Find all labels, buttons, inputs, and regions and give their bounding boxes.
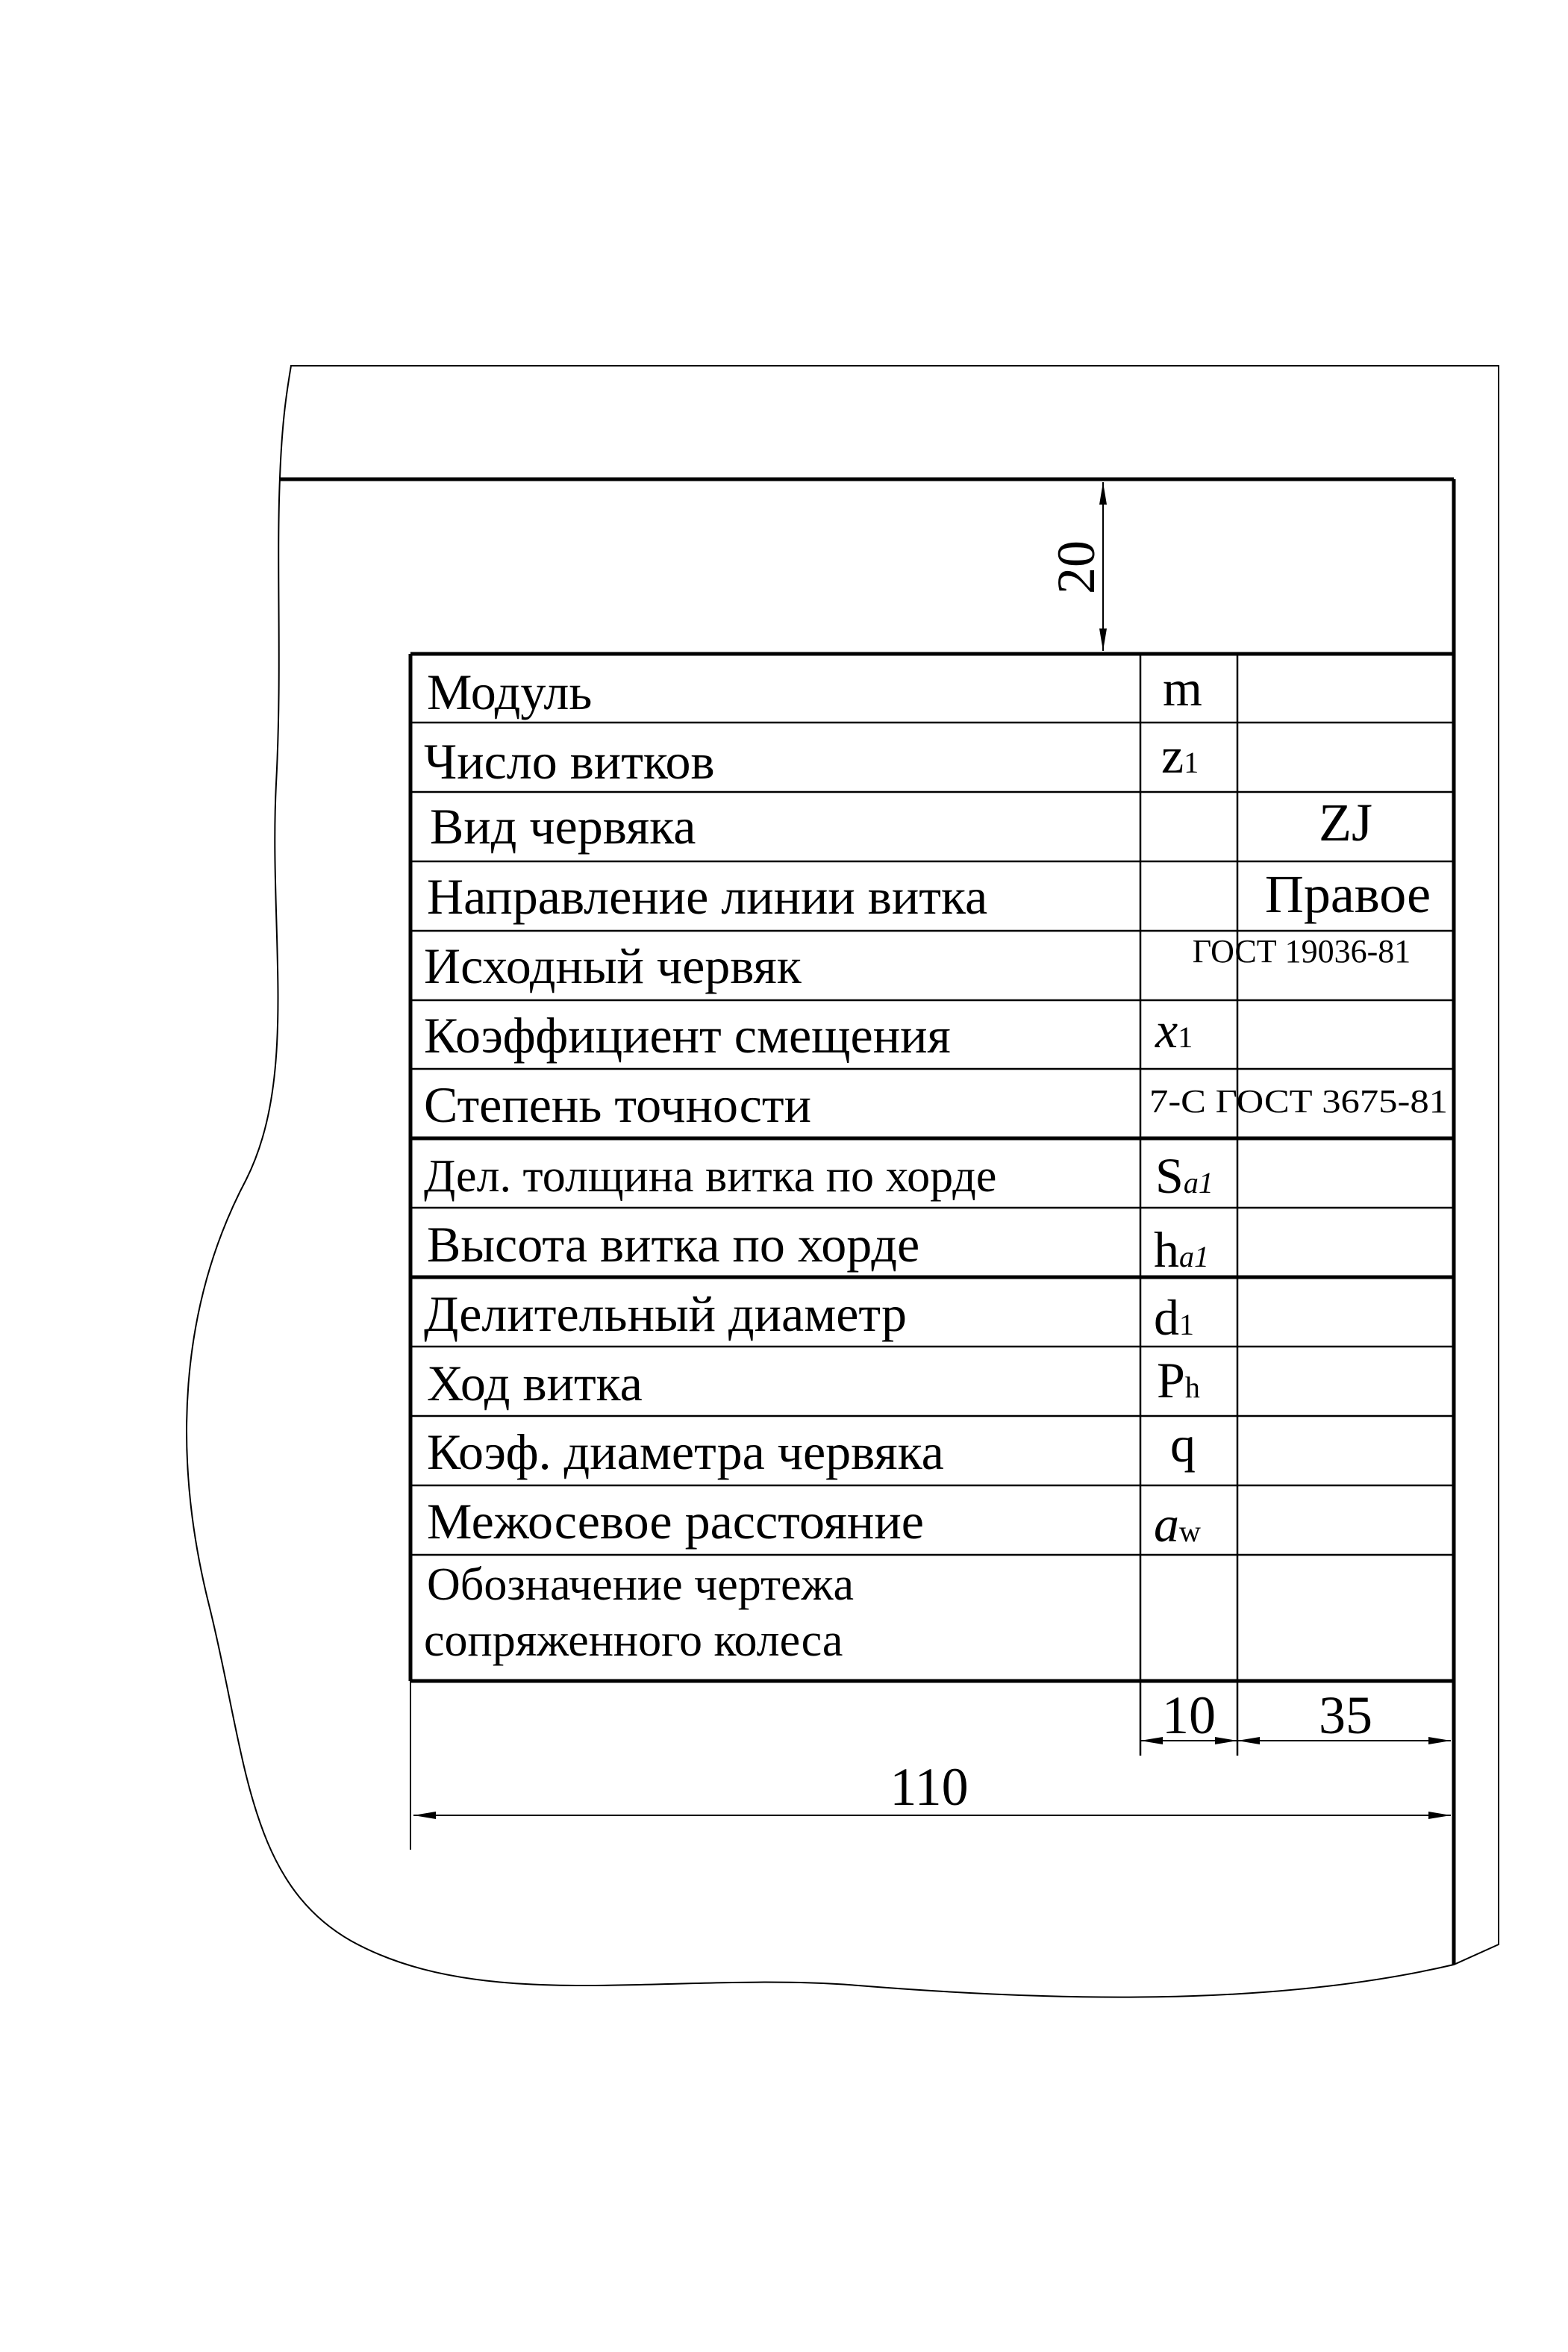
value-basic-worm-standard: ГОСТ 19036-81 (1192, 933, 1411, 970)
label-worm-type: Вид червяка (430, 798, 696, 855)
label-mating-gear-drawing-line1: Обозначение чертежа (427, 1559, 854, 1610)
symbol-ph: Ph (1157, 1352, 1200, 1409)
label-accuracy-grade: Степень точности (424, 1076, 811, 1133)
label-mating-gear-drawing-line2: сопряженного колеса (424, 1615, 843, 1666)
dimension-symbol-col-value: 10 (1162, 1685, 1216, 1745)
dimension-top-value: 20 (1046, 540, 1106, 594)
label-pitch-diameter: Делительный диаметр (424, 1285, 907, 1342)
label-lead: Ход витка (427, 1355, 643, 1411)
symbol-aw: aw (1154, 1496, 1201, 1553)
label-diameter-quotient: Коэф. диаметра червяка (427, 1423, 944, 1480)
label-shift-coefficient: Коэффициент смещения (424, 1007, 951, 1064)
value-thread-direction: Правое (1264, 864, 1431, 924)
symbol-m: m (1163, 660, 1202, 717)
symbol-x1: x1 (1155, 1002, 1193, 1058)
symbol-q: q (1170, 1416, 1196, 1473)
symbol-z1: z1 (1161, 727, 1199, 784)
symbol-sa1: Sa1 (1155, 1147, 1214, 1204)
label-thread-count: Число витков (424, 733, 715, 790)
dimension-total-width-value: 110 (890, 1757, 969, 1817)
label-basic-worm: Исходный червяк (424, 938, 802, 994)
value-worm-type: ZJ (1319, 793, 1372, 852)
label-center-distance: Межосевое расстояние (427, 1493, 924, 1550)
label-chordal-height: Высота витка по хорде (427, 1216, 920, 1273)
symbol-ha1: ha1 (1154, 1221, 1209, 1278)
symbol-d1: d1 (1154, 1289, 1194, 1346)
dimension-value-col-value: 35 (1319, 1685, 1372, 1745)
label-chordal-thickness: Дел. толщина витка по хорде (424, 1151, 997, 1202)
label-module: Модуль (427, 664, 593, 720)
value-accuracy-standard: 7-С ГОСТ 3675-81 (1149, 1083, 1448, 1120)
label-thread-direction: Направление линии витка (427, 868, 988, 925)
